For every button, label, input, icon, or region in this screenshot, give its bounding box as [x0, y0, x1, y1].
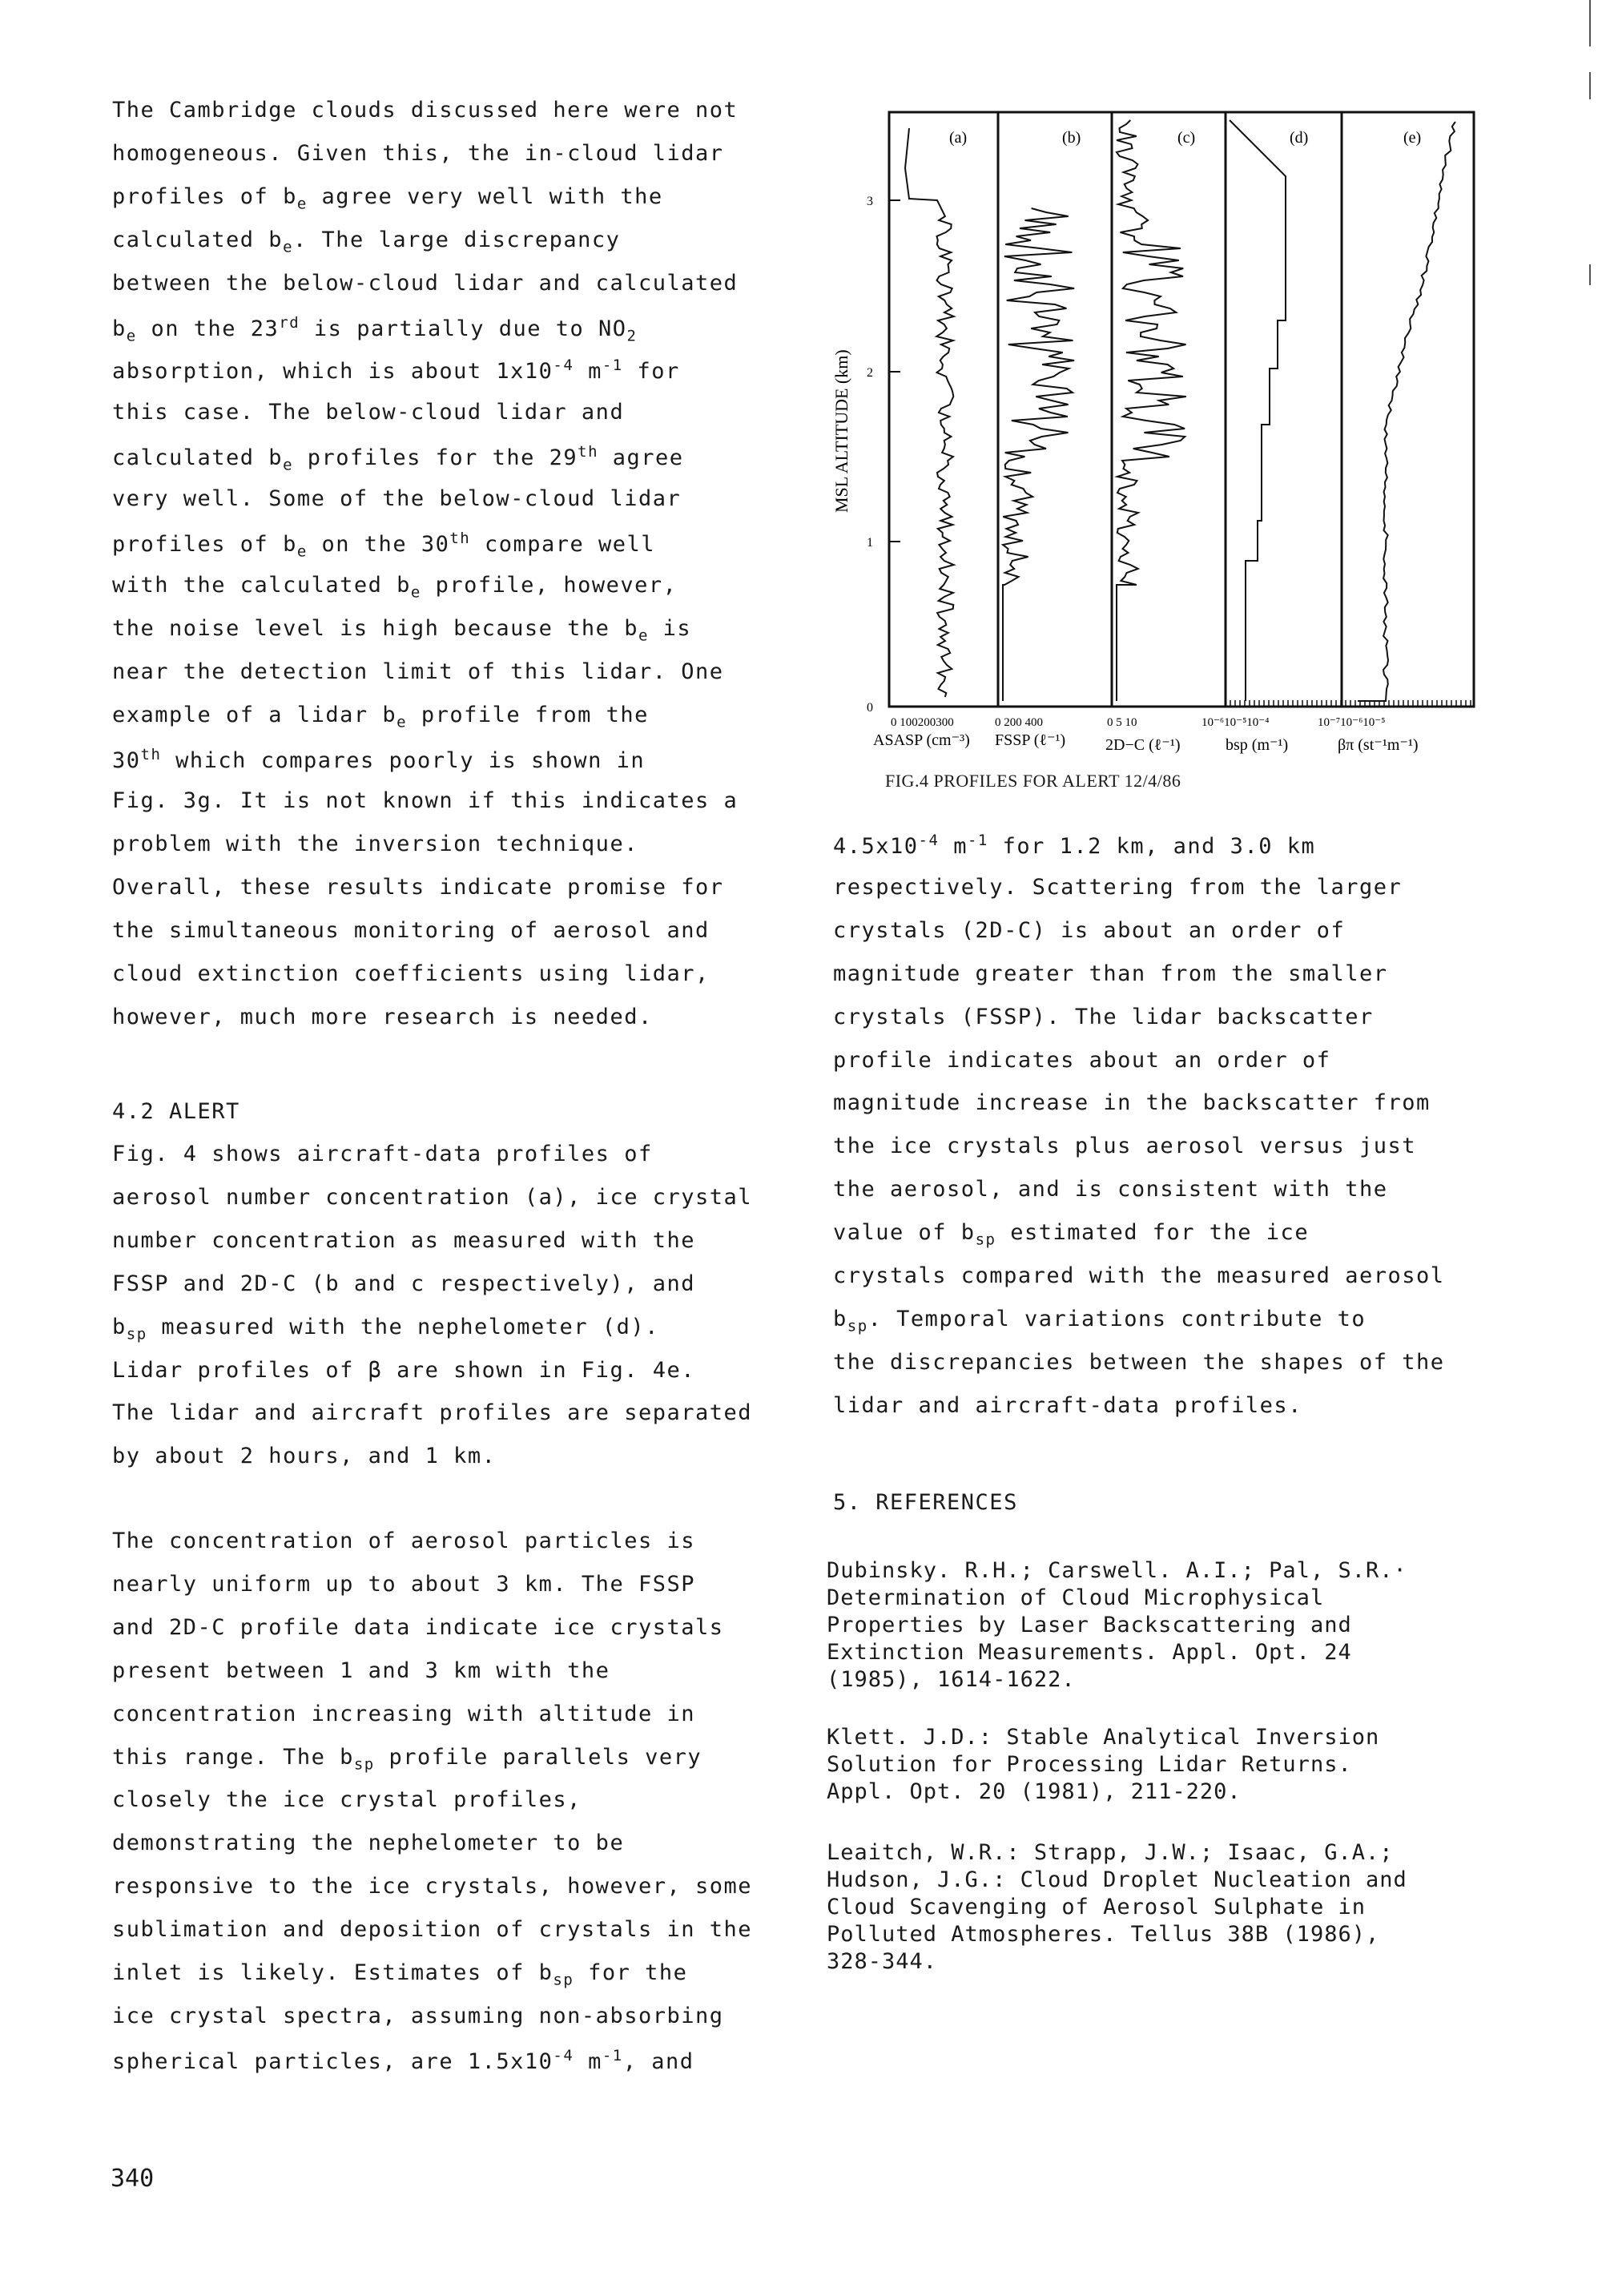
paragraph-line: between the below-cloud lidar and calculated [112, 270, 739, 296]
paragraph-line: $b_{sp}$ measured with the nephelometer (d). [112, 1314, 659, 1343]
figure-caption: FIG.4 PROFILES FOR ALERT 12/4/86 [885, 771, 1181, 791]
reference-line: Leaitch, W.R.: Strapp, J.W.; Isaac, G.A.; [827, 1840, 1394, 1865]
figure-4-profiles [825, 104, 1482, 769]
references-heading: 5. REFERENCES [833, 1490, 1018, 1515]
paragraph-line: ice crystal spectra, assuming non-absorbing [112, 2003, 724, 2028]
x-ticks-d: 10⁻⁶10⁻⁵10⁻⁴ [1202, 716, 1270, 729]
paragraph-line: calculated $b_e$ profiles for the 29th agree [112, 443, 684, 474]
y-tick-0: 0 [867, 701, 873, 715]
paragraph-line: The lidar and aircraft profiles are separated [112, 1400, 752, 1426]
paragraph-line: closely the ice crystal profiles, [112, 1787, 582, 1813]
y-tick-3: 3 [867, 195, 873, 208]
paragraph-line: this range. The $b_{sp}$ profile parallels very [112, 1744, 702, 1773]
paragraph-line: profiles of $b_e$ on the 30th compare well [112, 530, 656, 561]
profile-trace-d [1230, 120, 1286, 701]
x-tick-labels [891, 716, 1385, 729]
reference-leaitch [827, 1839, 1467, 1976]
x-ticks-b: 0 200 400 [995, 716, 1043, 729]
paragraph-line: magnitude greater than from the smaller [833, 961, 1388, 986]
x-ticks-e: 10⁻⁷10⁻⁶10⁻⁵ [1318, 716, 1386, 729]
y-axis-label: MSL ALTITUDE (km) [831, 349, 851, 513]
paragraph-line: however, much more research is needed. [112, 1004, 653, 1029]
y-tick-labels [867, 195, 873, 715]
paragraph-line: absorption, which is about $1x10^{-4}$ $m^{-1}$ for [112, 356, 680, 385]
paragraph-line: the ice crystals plus aerosol versus just [833, 1134, 1416, 1159]
paragraph-line: very well. Some of the below-cloud lidar [112, 486, 682, 512]
profile-trace-e [1358, 122, 1455, 701]
paragraph-line: The concentration of aerosol particles is [112, 1529, 695, 1553]
reference-line: (1985), 1614-1622. [827, 1667, 1076, 1692]
paragraph-line: lidar and aircraft-data profiles. [833, 1392, 1302, 1418]
scan-edge-mark [1589, 0, 1591, 46]
x-label-d: bsp (m⁻¹) [1226, 736, 1289, 754]
panel-label-a: (a) [949, 129, 968, 147]
reference-line: Appl. Opt. 20 (1981), 211-220. [827, 1779, 1242, 1804]
x-label-a: ASASP (cm⁻³) [873, 731, 970, 749]
x-ticks-a: 0 100200300 [891, 716, 954, 729]
paragraph-line: responsive to the ice crystals, however, some [112, 1874, 752, 1899]
paragraph-line: cloud extinction coefficients using lidar, [112, 961, 710, 986]
paragraph-line: crystals compared with the measured aerosol [833, 1263, 1445, 1288]
reference-line: 328-344. [827, 1949, 938, 1974]
page-number: 340 [111, 2165, 155, 2193]
paragraph-line: with the calculated $b_e$ profile, however, [112, 572, 678, 602]
paragraph-line: $b_{sp}$. Temporal variations contribute to [833, 1306, 1367, 1335]
profile-trace-b [1003, 208, 1074, 701]
paragraph-line: FSSP and 2D-C (b and c respectively), and [112, 1271, 695, 1296]
reference-klett [827, 1724, 1467, 1806]
y-tick-1: 1 [867, 536, 873, 550]
paragraph-line: $4.5x10^{-4}$ $m^{-1}$ for 1.2 km, and 3.0 km [833, 832, 1316, 859]
panel-label-c: (c) [1177, 129, 1196, 147]
reference-line: Cloud Scavenging of Aerosol Sulphate in [827, 1895, 1366, 1919]
paragraph-line: nearly uniform up to about 3 km. The FSSP [112, 1571, 695, 1597]
paragraph-line: number concentration as measured with the [112, 1227, 695, 1253]
x-label-c: 2D−C (ℓ⁻¹) [1105, 736, 1181, 754]
paragraph-line: problem with the inversion technique. [112, 832, 638, 857]
paragraph-line: sublimation and deposition of crystals in the [112, 1917, 752, 1943]
paragraph-line: spherical particles, are $1.5x10^{-4}$ $m^{-1}$, and [112, 2046, 694, 2074]
scan-edge-mark [1589, 264, 1591, 285]
scan-edge-mark [1589, 72, 1591, 99]
reference-line: Klett. J.D.: Stable Analytical Inversion [827, 1725, 1380, 1750]
reference-line: Extinction Measurements. Appl. Opt. 24 [827, 1640, 1352, 1665]
panel-label-b: (b) [1062, 129, 1081, 147]
paragraph-line: magnitude increase in the backscatter from [833, 1090, 1431, 1116]
paragraph-line: Fig. 3g. It is not known if this indicates a [112, 788, 739, 814]
x-label-e: βπ (st⁻¹m⁻¹) [1338, 736, 1419, 754]
profile-trace-c [1117, 120, 1186, 701]
paragraph-line: Lidar profiles of β are shown in Fig. 4e. [112, 1357, 695, 1383]
paragraph-line: concentration increasing with altitude in [112, 1701, 695, 1726]
paragraph-line: inlet is likely. Estimates of $b_{sp}$ for the [112, 1960, 688, 1989]
profile-trace-a [905, 128, 954, 697]
paragraph-line: value of $b_{sp}$ estimated for the ice [833, 1220, 1310, 1249]
paragraph-line: The Cambridge clouds discussed here were not [112, 98, 739, 123]
paragraph-line: Fig. 4 shows aircraft-data profiles of [112, 1142, 653, 1166]
section-heading-alert: 4.2 ALERT [112, 1099, 240, 1124]
reference-line: Hudson, J.G.: Cloud Droplet Nucleation and [827, 1867, 1407, 1892]
reference-line: Properties by Laser Backscattering and [827, 1613, 1352, 1637]
paragraph-line: profiles of $b_e$ agree very well with the [112, 183, 663, 213]
paragraph-line: demonstrating the nephelometer to be [112, 1831, 625, 1856]
paragraph-line: near the detection limit of this lidar. One [112, 659, 724, 684]
paragraph-line: the aerosol, and is consistent with the [833, 1177, 1388, 1202]
paragraph-line: calculated $b_e$. The large discrepancy [112, 227, 621, 256]
paragraph-line: homogeneous. Given this, the in-cloud lidar [112, 140, 724, 166]
paragraph-line: the noise level is high because the $b_e$ is [112, 615, 692, 645]
paragraph-line: respectively. Scattering from the larger [833, 874, 1403, 900]
paragraph-line: the discrepancies between the shapes of the [833, 1349, 1445, 1375]
paragraph-line: Overall, these results indicate promise for [112, 875, 724, 900]
paragraph-line: this case. The below-cloud lidar and [112, 400, 625, 425]
x-axis-labels [873, 731, 1419, 754]
paragraph-line: the simultaneous monitoring of aerosol and [112, 918, 710, 944]
reference-line: Determination of Cloud Microphysical [827, 1585, 1325, 1610]
paragraph-line: aerosol number concentration (a), ice crystal [112, 1184, 752, 1210]
paragraph-line: profile indicates about an order of [833, 1047, 1331, 1073]
x-label-b: FSSP (ℓ⁻¹) [995, 731, 1066, 749]
paragraph-line: crystals (2D-C) is about an order of [833, 917, 1346, 943]
panel-label-e: (e) [1403, 129, 1422, 147]
paragraph-line: and 2D-C profile data indicate ice crystals [112, 1614, 724, 1640]
reference-line: Dubinsky. R.H.; Carswell. A.I.; Pal, S.R.· [827, 1558, 1407, 1583]
paragraph-line: present between 1 and 3 km with the [112, 1658, 610, 1683]
panel-labels [949, 129, 1421, 147]
x-ticks-c: 0 5 10 [1107, 716, 1137, 729]
paragraph-line: example of a lidar $b_e$ profile from the [112, 702, 649, 731]
panel-label-d: (d) [1290, 129, 1309, 147]
reference-line: Polluted Atmospheres. Tellus 38B (1986), [827, 1922, 1380, 1947]
reference-dubinsky [827, 1557, 1467, 1694]
paragraph-line: 30th which compares poorly is shown in [112, 745, 646, 773]
paragraph-line: $b_e$ on the 23rd is partially due to $NO_2$ [112, 313, 638, 344]
paragraph-line: crystals (FSSP). The lidar backscatter [833, 1004, 1374, 1029]
y-tick-2: 2 [867, 366, 873, 380]
paragraph-line: by about 2 hours, and 1 km. [112, 1444, 497, 1469]
reference-line: Solution for Processing Lidar Returns. [827, 1752, 1352, 1777]
